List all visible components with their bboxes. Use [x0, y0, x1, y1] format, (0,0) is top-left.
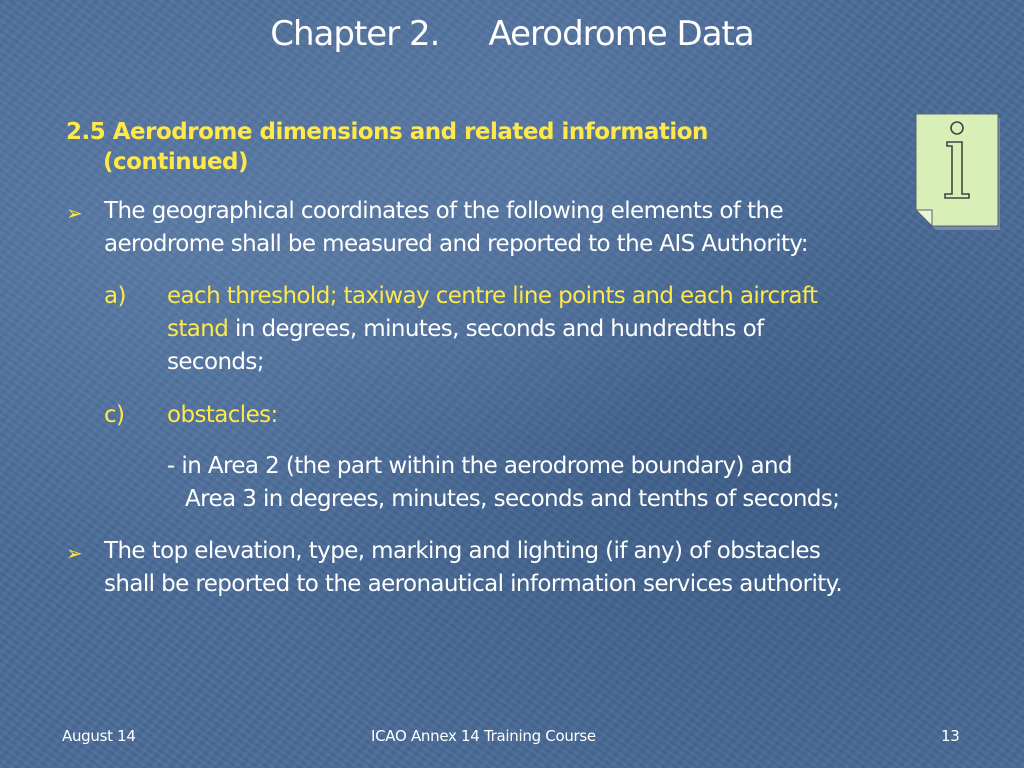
bullet-arrow-icon: ➢: [66, 541, 83, 565]
item-c-text: obstacles:: [167, 402, 278, 428]
sub-item-line2: Area 3 in degrees, minutes, seconds and tenths of seconds;: [185, 486, 840, 512]
bullet-arrow-icon: ➢: [66, 201, 83, 225]
sub-item-line1: - in Area 2 (the part within the aerodrome boundary) and: [167, 453, 793, 479]
item-a-text: [167, 280, 817, 379]
item-a-marker: a): [104, 283, 126, 309]
footer-date: August 14: [62, 727, 136, 745]
bullet1-line2: aerodrome shall be measured and reported to the AIS Authority:: [104, 231, 808, 257]
footer-course: ICAO Annex 14 Training Course: [371, 727, 596, 745]
sub-item-text: [167, 450, 839, 516]
bullet1-line1: The geographical coordinates of the following elements of the: [104, 198, 784, 224]
item-a-line2-rest: in degrees, minutes, seconds and hundredths of: [228, 316, 764, 342]
item-c-marker: c): [104, 402, 125, 428]
bullet1-text: [104, 195, 808, 261]
footer-page-number: 13: [941, 727, 960, 745]
item-a-line1: each threshold; taxiway centre line points and each aircraft: [167, 283, 818, 309]
section-heading: [66, 117, 826, 177]
information-note-icon: [914, 114, 1002, 232]
item-a-line2: [167, 313, 817, 346]
bullet2-text: [104, 535, 842, 601]
slide-title: Chapter 2. Aerodrome Data: [270, 14, 754, 54]
bullet2-line1: The top elevation, type, marking and lighting (if any) of obstacles: [104, 538, 821, 564]
section-heading-line2: (continued): [103, 149, 249, 175]
bullet2-line2: shall be reported to the aeronautical information services authority.: [104, 571, 843, 597]
item-a-line2-highlight: stand: [167, 316, 229, 342]
section-heading-line1: 2.5 Aerodrome dimensions and related information: [66, 119, 708, 145]
item-a-line3: seconds;: [167, 349, 264, 375]
